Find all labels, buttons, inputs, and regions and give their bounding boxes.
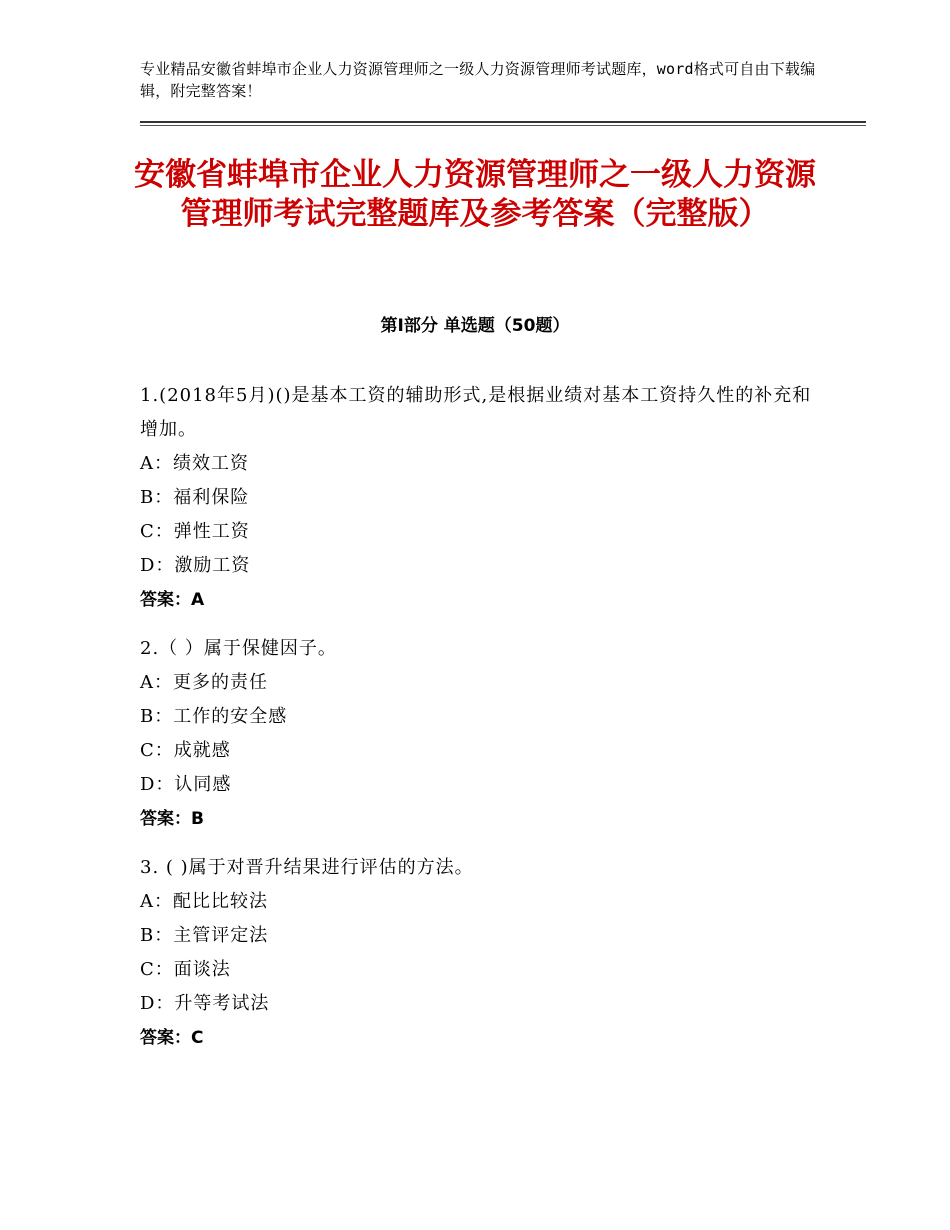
option-d: D：升等考试法 (140, 993, 270, 1014)
option-c: C：成就感 (140, 740, 231, 761)
section-heading: 第Ⅰ部分 单选题（50题） (380, 316, 570, 336)
option-b: B：主管评定法 (140, 925, 269, 946)
option-d: D：认同感 (140, 774, 232, 795)
question-3 (140, 851, 820, 1055)
option-a: A：绩效工资 (140, 453, 249, 474)
answer-line: 答案：B (140, 809, 204, 829)
document-title: 安徽省蚌埠市企业人力资源管理师之一级人力资源管理师考试完整题库及参考答案（完整版） (134, 157, 816, 232)
question-stem: 2.（ ）属于保健因子。 (140, 638, 337, 659)
header-note: 专业精品安徽省蚌埠市企业人力资源管理师之一级人力资源管理师考试题库，word格式可自由下载编辑，附完整答案！ (140, 60, 816, 100)
question-list (140, 379, 820, 1070)
option-c: C：弹性工资 (140, 521, 250, 542)
question-stem: 1.(2018年5月)()是基本工资的辅助形式,是根据业绩对基本工资持久性的补充和增加。 (140, 385, 812, 440)
option-a: A：配比比较法 (140, 891, 268, 912)
option-c: C：面谈法 (140, 959, 231, 980)
question-2 (140, 632, 820, 836)
option-a: A：更多的责任 (140, 672, 268, 693)
answer-line: 答案：A (140, 590, 205, 610)
option-d: D：激励工资 (140, 555, 251, 576)
option-b: B：工作的安全感 (140, 706, 288, 727)
question-1 (140, 379, 820, 617)
option-b: B：福利保险 (140, 487, 250, 508)
answer-line: 答案：C (140, 1028, 204, 1048)
header-divider-thick (140, 121, 866, 123)
header-divider-thin (140, 125, 866, 126)
question-stem: 3. ( )属于对晋升结果进行评估的方法。 (140, 857, 474, 878)
